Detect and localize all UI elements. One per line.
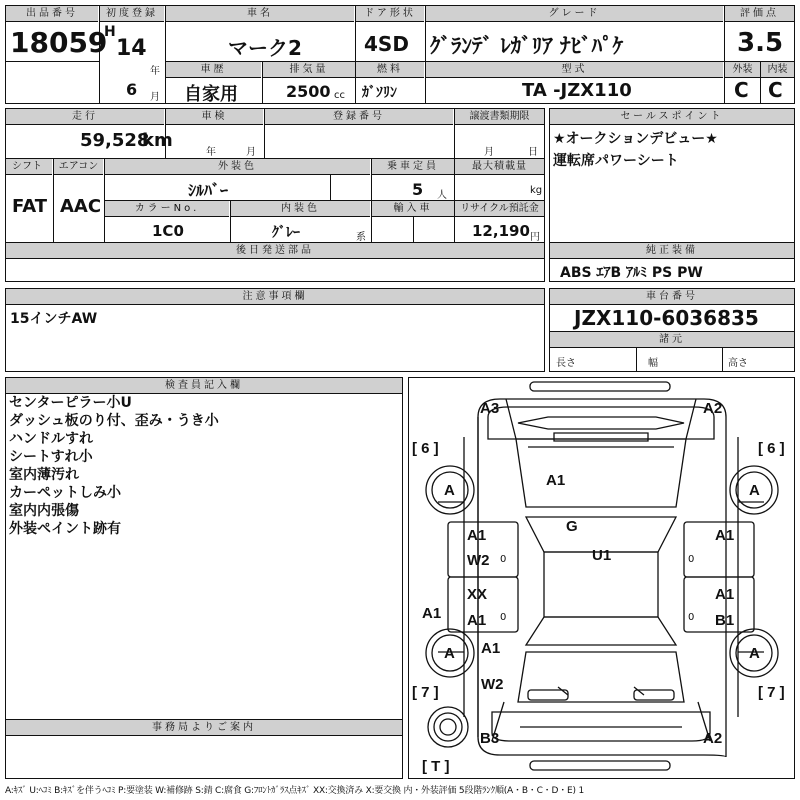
displacement-label: 排気量 (263, 62, 355, 78)
month-unit: 月 (150, 92, 160, 103)
bracket-6-right: [ 6 ] (758, 440, 785, 457)
sales-line-1: ★オークションデビュー★ (553, 131, 718, 147)
mileage-label: 走行 (6, 109, 164, 125)
grade-label: グレード (426, 6, 723, 22)
int-color-value: ｸﾞﾚｰ (272, 225, 300, 241)
mark-zero-2: 0 (688, 554, 695, 565)
bracket-t: [ T ] (422, 758, 450, 775)
score-label: 評価点 (725, 6, 794, 22)
interior-label: 内装 (761, 62, 794, 78)
capacity-unit: 人 (437, 190, 447, 201)
door-label: ドア形状 (356, 6, 424, 22)
spec-height: 高さ (728, 358, 748, 369)
shift-label: シフト (6, 159, 52, 175)
equipment-label: 純正装備 (550, 243, 794, 259)
shift-value: FAT (12, 196, 48, 217)
caution-value: 15インチAW (10, 311, 98, 327)
mark-door-rr-2: B1 (715, 612, 735, 629)
era-value: H (104, 24, 116, 40)
mark-door-fl-1: A1 (467, 527, 487, 544)
mileage-unit: km (142, 130, 173, 151)
inspector-note: センターピラー小U (9, 395, 132, 411)
inspector-note: カーペットしみ小 (9, 485, 121, 501)
displacement-unit: cc (334, 90, 345, 101)
mark-zero-3: 0 (500, 612, 507, 623)
fuel-label: 燃料 (356, 62, 424, 78)
spec-length: 長さ (556, 358, 576, 369)
inspector-note: シートすれ小 (9, 449, 93, 465)
load-unit: kg (530, 185, 543, 196)
inspector-note: ハンドルすれ (9, 431, 93, 447)
model-value: TA -JZX110 (522, 80, 632, 101)
aircon-value: AAC (60, 196, 102, 217)
mark-hood: A1 (546, 472, 566, 489)
inspection-month: 月 (246, 147, 256, 158)
mark-side-left: A1 (422, 605, 442, 622)
grade-value: ｸﾞﾗﾝﾃﾞ ﾚｶﾞﾘｱ ﾅﾋﾞﾊﾟｹ (430, 34, 624, 58)
recycle-label: リサイクル預託金 (455, 201, 544, 217)
caution-label: 注意事項欄 (6, 289, 544, 305)
history-value: 自家用 (184, 84, 238, 105)
inspector-label: 検査員記入欄 (6, 378, 402, 394)
inspector-note: 外装ペイント跡有 (9, 521, 121, 537)
mark-trunk-2: W2 (481, 676, 504, 693)
transfer-month: 月 (484, 147, 494, 158)
specs-label: 諸元 (550, 332, 794, 348)
mark-zero-4: 0 (688, 612, 695, 623)
bracket-6-left: [ 6 ] (412, 440, 439, 457)
mark-a2-top: A2 (703, 400, 723, 417)
recycle-value: 12,190 (472, 222, 530, 240)
reg-label: 登録番号 (265, 109, 453, 125)
history-label: 車歴 (166, 62, 261, 78)
inspector-notes (9, 394, 219, 538)
mark-door-rr-1: A1 (715, 586, 735, 603)
chassis-label: 車台番号 (550, 289, 794, 305)
score-value: 3.5 (737, 28, 784, 58)
mark-roof-g: G (566, 518, 578, 535)
displacement-value: 2500 (286, 82, 331, 101)
mark-trunk-1: A1 (481, 640, 501, 657)
model-label: 型式 (426, 62, 723, 78)
month-value: 6 (126, 80, 138, 99)
ext-color-label: 外装色 (105, 159, 370, 175)
bracket-7-right: [ 7 ] (758, 684, 785, 701)
inspector-note: 室内薄汚れ (9, 467, 79, 483)
inspector-note: ダッシュ板のり付、歪み・うき小 (9, 413, 219, 429)
first-reg-label: 初度登録 (100, 6, 164, 22)
mark-roof-u: U1 (592, 547, 612, 564)
interior-value: C (768, 78, 783, 102)
mark-door-fr: A1 (715, 527, 735, 544)
ext-color-value: ｼﾙﾊﾞｰ (188, 181, 229, 200)
aircon-label: エアコン (54, 159, 103, 175)
lot-label: 出品番号 (6, 6, 98, 22)
mark-a2-bottom: A2 (703, 730, 723, 747)
exterior-label: 外装 (725, 62, 760, 78)
later-parts-label: 後日発送部品 (6, 243, 544, 259)
door-value: 4SD (364, 32, 409, 56)
car-diagram (408, 377, 795, 779)
office-label: 事務局よりご案内 (6, 720, 402, 736)
inspection-label: 車検 (166, 109, 263, 125)
int-color-unit: 系 (356, 232, 366, 243)
recycle-unit: 円 (530, 232, 540, 243)
transfer-label: 譲渡書類期限 (455, 109, 544, 125)
car-name-label: 車名 (166, 6, 354, 22)
transfer-day: 日 (528, 147, 538, 158)
capacity-label: 乗車定員 (372, 159, 454, 175)
mark-door-rl-1: XX (467, 586, 488, 603)
tire-fl: A (444, 482, 455, 499)
color-no-value: 1C0 (152, 222, 184, 240)
fuel-value: ｶﾞｿﾘﾝ (362, 85, 397, 101)
spec-width: 幅 (648, 358, 658, 369)
year-value: 14 (116, 36, 147, 61)
import-label: 輸入車 (372, 201, 454, 217)
legend: A:ｷｽﾞ U:ﾍｺﾐ B:ｷｽﾞを伴うﾍｺﾐ P:要塗装 W:補修跡 S:錆 C:腐食 G:ﾌﾛﾝﾄｶﾞﾗｽ点ｷｽﾞ XX:交換済み X:要交換 内・外装評価 5段階ﾗﾝｸ順(A・B・C・D・E) 1 (5, 786, 584, 796)
sales-line-2: 運転席パワーシート (553, 153, 679, 169)
mark-zero-1: 0 (500, 554, 507, 565)
tire-rr: A (749, 645, 760, 662)
mark-b3: B3 (480, 730, 500, 747)
mark-door-fl-2: W2 (467, 552, 490, 569)
car-name-value: マーク2 (228, 36, 302, 60)
mileage-value: 59,528 (80, 130, 150, 151)
equipment-value: ABS ｴｱB ｱﾙﾐ PS PW (560, 265, 703, 281)
load-label: 最大積載量 (455, 159, 544, 175)
mark-a3: A3 (480, 400, 500, 417)
mark-door-rl-2: A1 (467, 612, 487, 629)
exterior-value: C (734, 78, 749, 102)
int-color-label: 内装色 (231, 201, 370, 217)
inspector-note: 室内内張傷 (9, 503, 79, 519)
inspection-year: 年 (206, 147, 216, 158)
sales-point-label: セールスポイント (550, 109, 794, 125)
year-unit: 年 (150, 66, 160, 77)
capacity-value: 5 (412, 180, 424, 199)
tire-fr: A (749, 482, 760, 499)
lot-value: 18059 (10, 26, 108, 59)
tire-rl: A (444, 645, 455, 662)
bracket-7-left: [ 7 ] (412, 684, 439, 701)
chassis-value: JZX110-6036835 (574, 306, 759, 330)
color-no-label: カラーNo. (105, 201, 229, 217)
